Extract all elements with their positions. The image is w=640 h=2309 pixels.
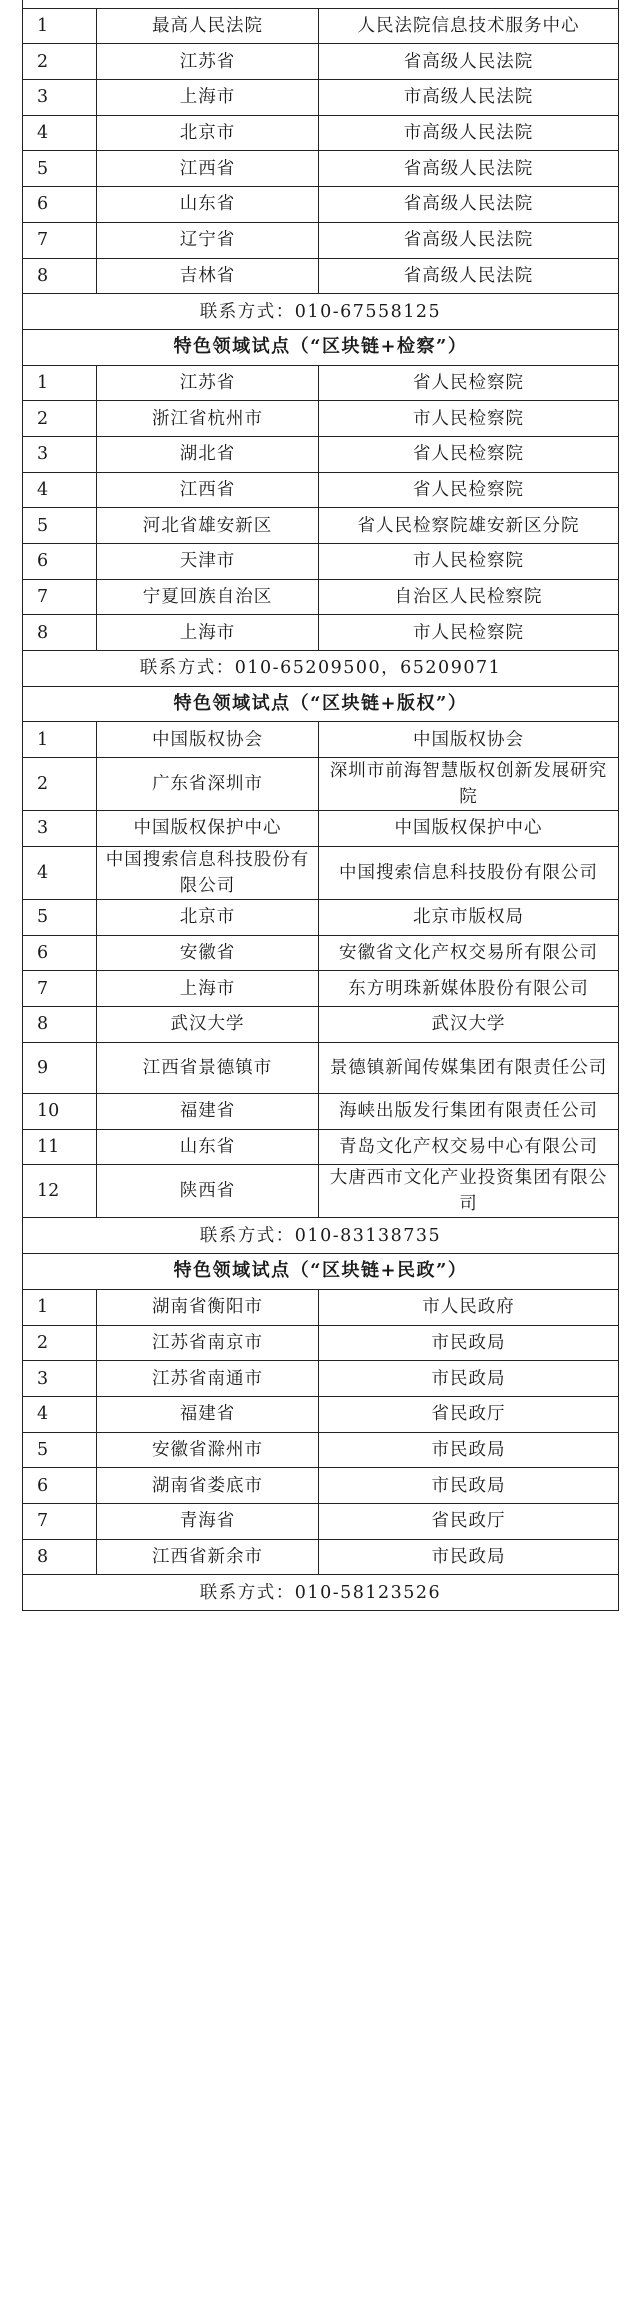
- row-number: 9: [23, 1042, 97, 1094]
- row-number: 7: [23, 579, 97, 615]
- table-row: [23, 472, 619, 508]
- region-cell: 上海市: [97, 615, 319, 651]
- table-row: [23, 365, 619, 401]
- pilot-table: [22, 0, 619, 1611]
- row-number: 4: [23, 1396, 97, 1432]
- row-number: 3: [23, 436, 97, 472]
- unit-cell: 市人民检察院: [319, 544, 619, 580]
- section-title: 特色领域试点（“区块链+版权”）: [23, 686, 619, 722]
- region-cell: 福建省: [97, 1396, 319, 1432]
- region-cell: 吉林省: [97, 258, 319, 294]
- table-row: [23, 758, 619, 811]
- region-cell: 江苏省南京市: [97, 1325, 319, 1361]
- section-title-row: [23, 686, 619, 722]
- table-row: [23, 1129, 619, 1165]
- row-number: 7: [23, 971, 97, 1007]
- table-row: [23, 846, 619, 899]
- table-row: [23, 899, 619, 935]
- table-row: [23, 151, 619, 187]
- row-number: 2: [23, 401, 97, 437]
- section-title-row: [23, 0, 619, 8]
- row-number: 2: [23, 44, 97, 80]
- table-row: [23, 1006, 619, 1042]
- unit-cell: 武汉大学: [319, 1006, 619, 1042]
- row-number: 4: [23, 115, 97, 151]
- table-row: [23, 1468, 619, 1504]
- region-cell: 江西省新余市: [97, 1539, 319, 1575]
- row-number: 10: [23, 1094, 97, 1130]
- row-number: 5: [23, 1432, 97, 1468]
- region-cell: 江西省: [97, 472, 319, 508]
- unit-cell: 中国版权保护中心: [319, 811, 619, 847]
- table-row: [23, 115, 619, 151]
- region-cell: 福建省: [97, 1094, 319, 1130]
- unit-cell: 省高级人民法院: [319, 222, 619, 258]
- unit-cell: 市民政局: [319, 1432, 619, 1468]
- table-row: [23, 935, 619, 971]
- unit-cell: 市高级人民法院: [319, 115, 619, 151]
- row-number: 11: [23, 1129, 97, 1165]
- region-cell: 安徽省滁州市: [97, 1432, 319, 1468]
- unit-cell: 省人民检察院: [319, 436, 619, 472]
- region-cell: 安徽省: [97, 935, 319, 971]
- unit-cell: 海峡出版发行集团有限责任公司: [319, 1094, 619, 1130]
- table-row: [23, 187, 619, 223]
- region-cell: 上海市: [97, 80, 319, 116]
- region-cell: 山东省: [97, 187, 319, 223]
- section-title: 特色领域试点（“区块链+民政”）: [23, 1254, 619, 1290]
- table-row: [23, 258, 619, 294]
- table-row: [23, 615, 619, 651]
- table-row: [23, 436, 619, 472]
- region-cell: 江苏省: [97, 44, 319, 80]
- table-row: [23, 1432, 619, 1468]
- unit-cell: 省高级人民法院: [319, 258, 619, 294]
- region-cell: 湖南省衡阳市: [97, 1289, 319, 1325]
- unit-cell: 自治区人民检察院: [319, 579, 619, 615]
- section-title-row: [23, 1254, 619, 1290]
- row-number: 4: [23, 846, 97, 899]
- unit-cell: 省高级人民法院: [319, 151, 619, 187]
- row-number: 5: [23, 899, 97, 935]
- row-number: 4: [23, 472, 97, 508]
- row-number: 1: [23, 1289, 97, 1325]
- pilot-table-body: [23, 0, 619, 1611]
- table-row: [23, 971, 619, 1007]
- contact-info: 联系方式：010-67558125: [23, 294, 619, 330]
- table-row: [23, 722, 619, 758]
- unit-cell: 市民政局: [319, 1468, 619, 1504]
- row-number: 8: [23, 258, 97, 294]
- section-title: [23, 0, 619, 8]
- unit-cell: 省民政厅: [319, 1503, 619, 1539]
- unit-cell: 青岛文化产权交易中心有限公司: [319, 1129, 619, 1165]
- region-cell: 中国版权协会: [97, 722, 319, 758]
- row-number: 5: [23, 151, 97, 187]
- row-number: 6: [23, 544, 97, 580]
- region-cell: 湖北省: [97, 436, 319, 472]
- row-number: 2: [23, 758, 97, 811]
- region-cell: 陕西省: [97, 1165, 319, 1218]
- table-row: [23, 1539, 619, 1575]
- table-row: [23, 44, 619, 80]
- region-cell: 江西省: [97, 151, 319, 187]
- region-cell: 江苏省: [97, 365, 319, 401]
- row-number: 12: [23, 1165, 97, 1218]
- table-row: [23, 811, 619, 847]
- unit-cell: 市民政局: [319, 1325, 619, 1361]
- table-row: [23, 1094, 619, 1130]
- table-row: [23, 544, 619, 580]
- unit-cell: 北京市版权局: [319, 899, 619, 935]
- region-cell: 天津市: [97, 544, 319, 580]
- contact-row: [23, 294, 619, 330]
- unit-cell: 人民法院信息技术服务中心: [319, 8, 619, 44]
- region-cell: 江西省景德镇市: [97, 1042, 319, 1094]
- contact-row: [23, 1218, 619, 1254]
- region-cell: 北京市: [97, 899, 319, 935]
- contact-info: 联系方式：010-83138735: [23, 1218, 619, 1254]
- unit-cell: 大唐西市文化产业投资集团有限公司: [319, 1165, 619, 1218]
- region-cell: 辽宁省: [97, 222, 319, 258]
- section-title: 特色领域试点（“区块链+检察”）: [23, 329, 619, 365]
- region-cell: 广东省深圳市: [97, 758, 319, 811]
- table-row: [23, 1042, 619, 1094]
- contact-row: [23, 651, 619, 687]
- unit-cell: 市人民检察院: [319, 615, 619, 651]
- table-row: [23, 401, 619, 437]
- table-row: [23, 222, 619, 258]
- region-cell: 北京市: [97, 115, 319, 151]
- table-row: [23, 1165, 619, 1218]
- table-row: [23, 1325, 619, 1361]
- unit-cell: 市人民政府: [319, 1289, 619, 1325]
- table-row: [23, 1503, 619, 1539]
- row-number: 1: [23, 722, 97, 758]
- row-number: 3: [23, 811, 97, 847]
- unit-cell: 市人民检察院: [319, 401, 619, 437]
- table-row: [23, 579, 619, 615]
- row-number: 7: [23, 1503, 97, 1539]
- region-cell: 上海市: [97, 971, 319, 1007]
- unit-cell: 市民政局: [319, 1361, 619, 1397]
- unit-cell: 省高级人民法院: [319, 187, 619, 223]
- table-row: [23, 1289, 619, 1325]
- table-row: [23, 1361, 619, 1397]
- unit-cell: 深圳市前海智慧版权创新发展研究院: [319, 758, 619, 811]
- pilot-list-tables: [22, 0, 618, 1611]
- row-number: 2: [23, 1325, 97, 1361]
- region-cell: 山东省: [97, 1129, 319, 1165]
- row-number: 3: [23, 1361, 97, 1397]
- unit-cell: 省高级人民法院: [319, 44, 619, 80]
- row-number: 8: [23, 615, 97, 651]
- unit-cell: 市民政局: [319, 1539, 619, 1575]
- table-row: [23, 508, 619, 544]
- row-number: 3: [23, 80, 97, 116]
- row-number: 8: [23, 1539, 97, 1575]
- unit-cell: 中国版权协会: [319, 722, 619, 758]
- region-cell: 浙江省杭州市: [97, 401, 319, 437]
- row-number: 7: [23, 222, 97, 258]
- row-number: 6: [23, 935, 97, 971]
- region-cell: 湖南省娄底市: [97, 1468, 319, 1504]
- region-cell: 青海省: [97, 1503, 319, 1539]
- row-number: 1: [23, 365, 97, 401]
- region-cell: 宁夏回族自治区: [97, 579, 319, 615]
- table-row: [23, 8, 619, 44]
- unit-cell: 市高级人民法院: [319, 80, 619, 116]
- unit-cell: 景德镇新闻传媒集团有限责任公司: [319, 1042, 619, 1094]
- unit-cell: 省民政厅: [319, 1396, 619, 1432]
- table-row: [23, 1396, 619, 1432]
- unit-cell: 省人民检察院雄安新区分院: [319, 508, 619, 544]
- region-cell: 江苏省南通市: [97, 1361, 319, 1397]
- region-cell: 河北省雄安新区: [97, 508, 319, 544]
- section-title-row: [23, 329, 619, 365]
- row-number: 1: [23, 8, 97, 44]
- row-number: 8: [23, 1006, 97, 1042]
- unit-cell: 中国搜索信息科技股份有限公司: [319, 846, 619, 899]
- row-number: 6: [23, 187, 97, 223]
- region-cell: 中国版权保护中心: [97, 811, 319, 847]
- region-cell: 武汉大学: [97, 1006, 319, 1042]
- contact-info: 联系方式：010-65209500，65209071: [23, 651, 619, 687]
- contact-info: 联系方式：010-58123526: [23, 1575, 619, 1611]
- region-cell: 中国搜索信息科技股份有限公司: [97, 846, 319, 899]
- unit-cell: 东方明珠新媒体股份有限公司: [319, 971, 619, 1007]
- contact-row: [23, 1575, 619, 1611]
- unit-cell: 省人民检察院: [319, 472, 619, 508]
- row-number: 5: [23, 508, 97, 544]
- table-row: [23, 80, 619, 116]
- unit-cell: 省人民检察院: [319, 365, 619, 401]
- row-number: 6: [23, 1468, 97, 1504]
- region-cell: 最高人民法院: [97, 8, 319, 44]
- unit-cell: 安徽省文化产权交易所有限公司: [319, 935, 619, 971]
